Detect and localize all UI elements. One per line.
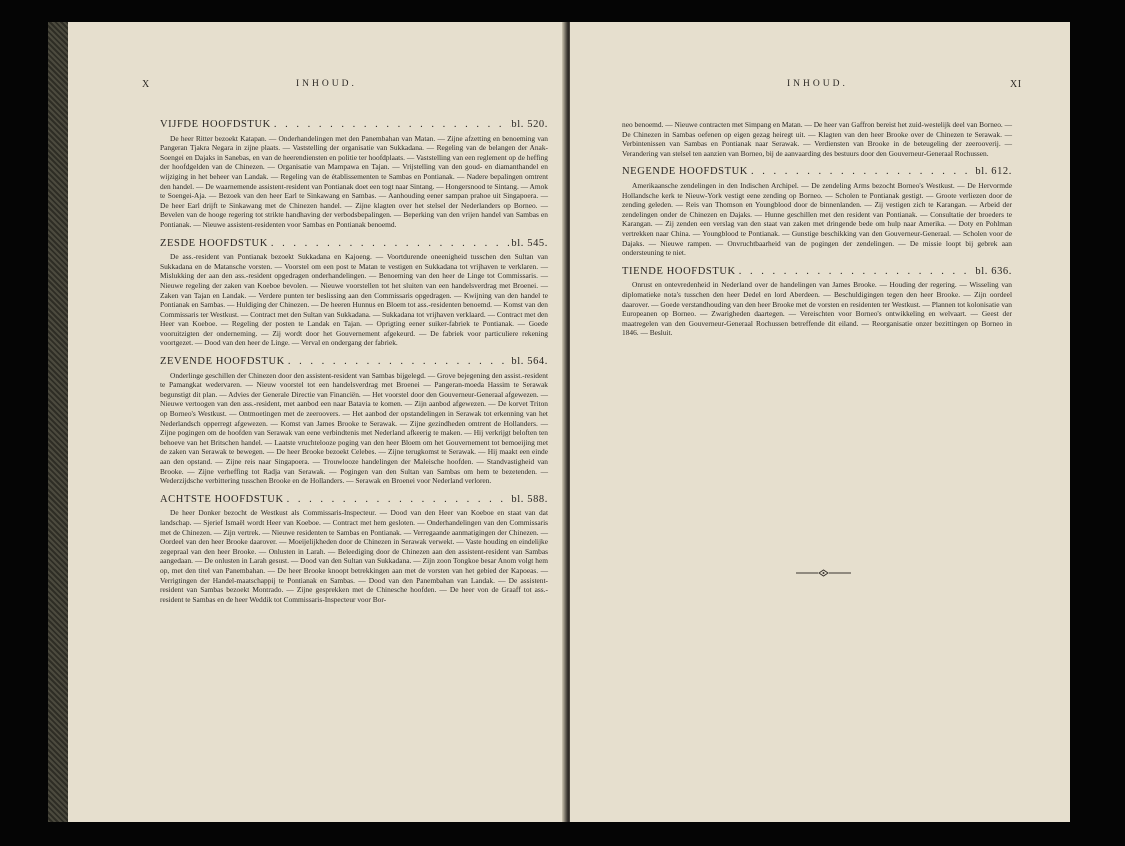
section-summary: Amerikaansche zendelingen in den Indischen Archipel. — De zendeling Arms bezocht Borneo's Westkust. — De Hervormde Hollandsche kerk te Nieuw-York vestigt eene zending op Borneo. — Scholen te Pontianak gestigt. — Groote verliezen door de zending geleden. — Reis van Thomson en Youngblood door de binnenlanden. — Zij vestigen zich te Karangan. — Arbeid der zendelingen onder de Chinezen en Dajaks. — Hunne geschillen met den resident van Pontianak. — Consultatie der broeders te Karangan. — Zij zenden een verslag van den staat van zaken met dringende bede om hulp naar Amerika. — Doty en Pohlman vertrekken naar China. — Youngblood te Pontianak. — Gunstige beschikking van den Gouverneur-Generaal. — Scholen voor de Dajaks. — Nieuwe rampen. — Onvruchtbaarheid van de pogingen der zendelingen. — De missie loopt bij gebrek aan ondersteuning te niet. [622, 180, 1012, 258]
section-heading: ACHTSTE HOOFDSTUK . . . bl. 588. [160, 495, 548, 505]
running-head: INHOUD. [296, 79, 357, 89]
toc-section [622, 267, 1012, 338]
section-summary: Onderlinge geschillen der Chinezen door den assistent-resident van Sambas bijgelegd. — Grove bejegening den assist.-resident te Pamangkat wedervaren. — Nieuw voorstel tot een handelsverdrag met Broenei — Pangeran-moeda Hassim te Serawak begunstigt dit plan. — Advies der Generale Directie van Financiën. — Het voorstel door den Gouverneur-Generaal afgewezen. — Nieuwe vertoogen van den ass.-resident, met aanbod een naar Batavia te komen. — Zijn aanbod afgewezen. — De korvet Triton op Borneo's Westkust. — Ontmoetingen met de zeeroovers. — Het aanbod der opstandelingen in Serawak tot erkenning van het Nederlandsch opperregt afgewezen. — Komst van James Brooke te Serawak. — Zijne gezindheden omtrent de Hollanders. — Zijne pogingen om de hoofden van Serawak van eene verbindtenis met Nederland afkeerig te maken. — Hij verkrijgt beloften ten behoeve van het Britschen handel. — Laatste vruchtelooze poging van den heer Bloem om het Gouvernement tot bemoeijing met de zaken van Serawak te bewegen. — De heer Brooke bezoekt Celebes. — Zijne terugkomst te Serawak. — Hij maakt een einde aan den opstand. — Zijne reis naar Singapoera. — Trouwlooze handelingen der Maleische hoofden. — Standvastigheid van Brooke. — Zijne verheffing tot Radja van Serawak. — Pogingen van den Sultan van Sambas om hem te bezetenden. — Wederzijdsche verbittering tusschen Brooke en de Hollanders. — Serawak en Broenei voor Nederland verloren. [160, 370, 548, 486]
section-heading: VIJFDE HOOFDSTUK . . . bl. 520. [160, 120, 548, 130]
toc-section [160, 239, 548, 349]
toc-section [160, 495, 548, 605]
page-number: X [142, 79, 150, 90]
section-heading: ZESDE HOOFDSTUK . . . bl. 545. [160, 239, 548, 249]
section-summary: De ass.-resident van Pontianak bezoekt Sukkadana en Kajoeng. — Voortdurende oneenigheid tusschen den Sultan van Sukkadana en de Matansche vorsten. — Voorstel om een post te Matan te vestigen en Sukkadana tot vrijhaven te verklaren. — Mislukking der aan den ass.-resident opgedragen onderhandelingen. — Benoeming van den heer de Linge tot Commissaris. — Nieuwe regeling der zaken van Koeboe bevolen. — Nieuwe voorstellen tot het sluiten van een handelsverdrag met Broenei. — Zaken van Tajan en Landak. — Verdere punten ter beslissing aan den Commissaris opgedragen. — Kwijning van den handel te Pontianak en Sambas. — Huldiging der Chinezen. — De heeren Hunnus en Bloem tot ass.-residenten benoemd. — Komst van den Commissaris ter Westkust. — Contract met den Sultan van Sukkadana. — Sukkadana tot vrijhaven verklaard. — Contract met den Heer van Koeboe. — Regeling der posten te Landak en Tajan. — Oprigting eener suiker-fabriek te Pontianak. — Goede vooruitzigten der onderneming. — Zij wordt door het Gouvernement afgekeurd. — De fabriek voor particuliere rekening voortgezet. — Dood van den heer de Linge. — Verval en ondergang der fabriek. [160, 252, 548, 348]
continuation-text: neo benoemd. — Nieuwe contracten met Simpang en Matan. — De heer van Gaffron bereist het zuid-westelijk deel van Borneo. — De Chinezen in Sambas oefenen op eigen gezag heiregt uit. — Klagten van den heer Brooke over de Chinezen te Serawak. — Verbintenissen van Sambas en Pontianak naar Serawak. — Verdiensten van Brooke in de beteugeling der zeerooverij. — Verandering van stelsel ten aanzien van Borneo, bij de aanvaarding des bestuurs door den Gouverneur-Generaal Rochussen. [622, 120, 1013, 158]
toc-column [160, 120, 548, 604]
end-ornament-icon [796, 569, 851, 577]
toc-column [622, 120, 1012, 338]
running-head: INHOUD. [787, 79, 848, 89]
page-number: XI [1010, 79, 1022, 90]
toc-section [622, 167, 1012, 257]
section-heading: TIENDE HOOFDSTUK . . . bl. 636. [622, 267, 1012, 277]
section-heading: NEGENDE HOOFDSTUK . . . bl. 612. [622, 167, 1012, 177]
toc-section [160, 357, 548, 486]
right-page [570, 22, 1070, 822]
section-summary: De heer Ritter bezoekt Katapan. — Onderhandelingen met den Panembahan van Matan. — Zijne afzetting en benoeming van Pangeran Tjakra Negara in zijne plaats. — Vaststelling der organisatie van Sukkadana. — Regeling van de belangen der Anak-Soengei en Dajaks in Sanebas, en van de heerendiensten en politie ter hoofdplaats. — Vaststelling van een reglement op de heffing der hoofdgelden van de Chinezen. — Organisatie van Mampawa en Tajan. — Vrijstelling van den goud- en diamanthandel en wijziging in het beheer van Landak. — Regeling van de établissementen te Sambas en Pontianak. — Nadere bepalingen omtrent den handel. — De waarnemende assistent-resident van Pontianak doet een togt naar Sintang. — Hongersnood te Sintang. — Amok te Soengei-Aja. — Bezoek van den heer Earl te Sinkawang en Sambas. — Aanhouding eener sampan prahoe uit Singapoera. — De heer Earl drijft te Sinkawang met de Chinezen handel. — Zijne klagten over het stelsel der Nederlanders op Borneo. — Bevelen van de hooge regering tot strikte handhaving der verbodsbepalingen. — Beperking van den vrijen handel van Sambas en Pontianak. — Nieuwe assistent-residenten voor Sambas en Pontianak benoemd. [160, 133, 548, 229]
left-page [68, 22, 565, 822]
section-summary: De heer Donker bezocht de Westkust als Commissaris-Inspecteur. — Dood van den Heer van Koeboe en staat van dat landschap. — Sjerief Ismaël wordt Heer van Koeboe. — Contract met hem gesloten. — Onderhandelingen van den Commissaris met de Chinezen. — Zijn vertrek. — Nieuwe residenten te Sambas en Pontianak. — Verregaande aanmatigingen der Chinezen. — Oordeel van den heer Brooke daarover. — Moeijelijkheden door de Chinezen in Serawak verwekt. — Vaste houding en eindelijke zegepraal van den heer Brooke. — Onlusten in Larah. — Beleediging door de Chinezen aan den assistent-resident van Sambas aangedaan. — De onlusten in Larah gesust. — Dood van den Sultan van Sukkadana. — Zijn zoon Tongkoe besar Anom volgt hem op, met den titel van Panembahan. — De heer Brooke knoopt betrekkingen aan met de vorsten van het gebied der Kapoeas. — Verrigtingen der Handel-maatschappij te Pontianak en Sambas. — Dood van den Panembahan van Landak. — De assistent-resident van Sambas bezoekt Montrado. — Zijne gesprekken met de Chinesche hoofden. — De heer von de Graaff tot ass.-resident te Sambas en de heer Weddik tot Commissaris-Inspecteur voor Bor- [160, 508, 548, 604]
toc-section [160, 120, 548, 230]
section-summary: Onrust en ontevredenheid in Nederland over de handelingen van James Brooke. — Houding der regering. — Wisseling van diplomatieke nota's tusschen den heer Dedel en lord Aberdeen. — Beschuldigingen tegen den heer Brooke. — Zijn oordeel daarover. — Goede verstandhouding van den heer Brooke met de vorsten en residenten ter Westkust. — Plannen tot kolonisatie van Europeanen op Borneo. — Zwarigheden daartegen. — Vereischten voor Borneo's ontwikkeling en welvaart. — Geest der maatregelen van den Gouverneur-Generaal Rochussen betreffende dit eiland. — Reorganisatie onzer bezittingen op Borneo in 1846. — Besluit. [622, 280, 1012, 338]
section-heading: ZEVENDE HOOFDSTUK . . . bl. 564. [160, 357, 548, 367]
